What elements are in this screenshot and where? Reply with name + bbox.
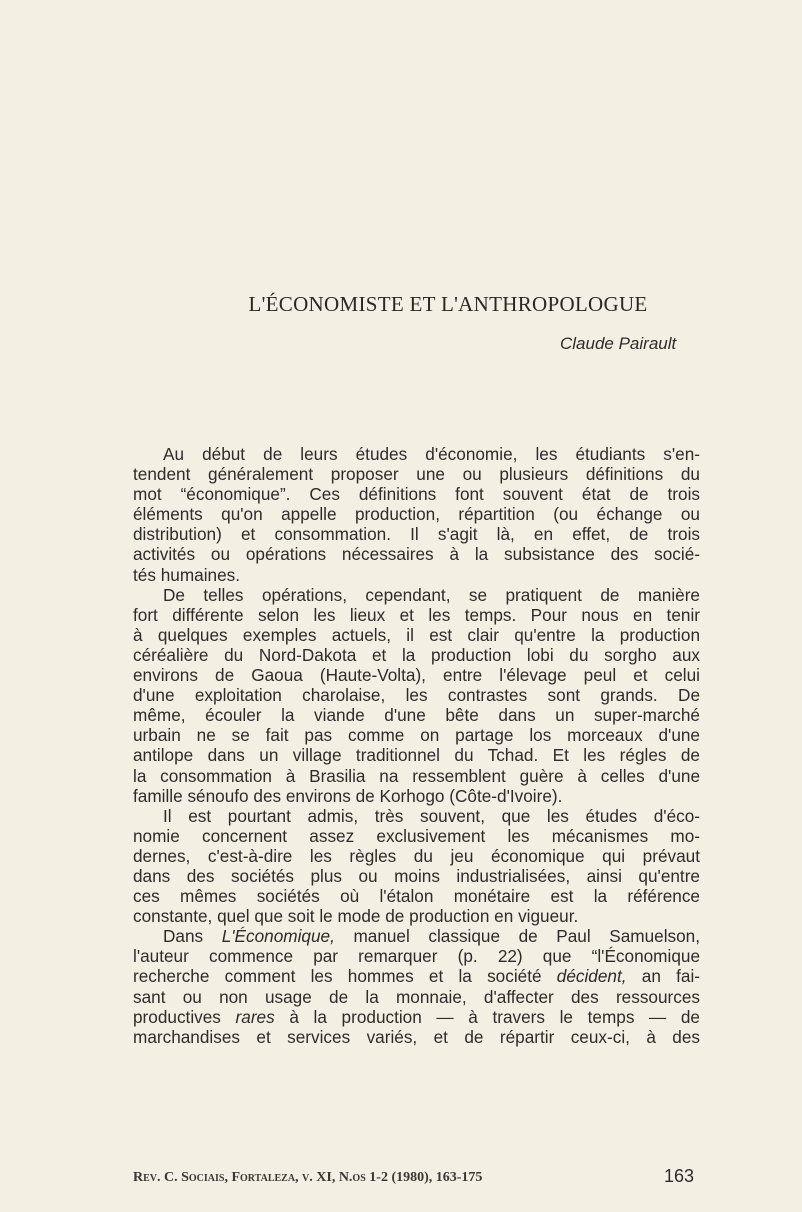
article-title: L'ÉCONOMISTE ET L'ANTHROPOLOGUE [248, 292, 648, 316]
italic-text: décident, [556, 966, 627, 987]
text-line [133, 524, 700, 544]
text-line [133, 987, 700, 1007]
text-segment: constante, quel que soit le mode de production en vigueur. [133, 906, 579, 927]
paragraph [133, 585, 700, 806]
text-segment: dernes, c'est-à-dire les règles du jeu économique qui prévaut [133, 845, 700, 866]
text-segment: à la production — à travers le temps — de [274, 1006, 700, 1027]
text-segment: fort différente selon les lieux et les temps. Pour nous en tenir [133, 604, 700, 625]
text-segment: famille sénoufo des environs de Korhogo (Côte-d'Ivoire). [133, 785, 563, 806]
text-segment: nomie concernent assez exclusivement les mécanismes mo- [133, 825, 700, 846]
text-line [133, 846, 700, 866]
article-body [133, 444, 700, 1047]
text-line [133, 504, 700, 524]
text-line [133, 685, 700, 705]
text-segment: Il est pourtant admis, très souvent, que les études d'éco- [163, 805, 700, 826]
text-line [133, 585, 700, 605]
text-line [133, 565, 700, 585]
page-number: 163 [664, 1166, 695, 1186]
text-line [133, 745, 700, 765]
text-line [133, 484, 700, 504]
text-segment: ces mêmes sociétés où l'étalon monétaire est la référence [133, 886, 700, 907]
text-segment: l'auteur commence par remarquer (p. 22) que “l'Économique [133, 946, 700, 967]
text-segment: tendent généralement proposer une ou plusieurs définitions du [133, 464, 700, 485]
text-line [133, 725, 700, 745]
text-line [133, 886, 700, 906]
text-segment: éléments qu'on appelle production, répartition (ou échange ou [133, 504, 700, 525]
text-line [133, 645, 700, 665]
text-line [133, 946, 700, 966]
paragraph [133, 444, 700, 585]
text-segment: à quelques exemples actuels, il est clair qu'entre la production [133, 624, 700, 645]
text-segment: dans des sociétés plus ou moins industrialisées, ainsi qu'entre [133, 865, 700, 886]
paragraph [133, 926, 700, 1047]
text-line [133, 826, 700, 846]
text-segment: mot “économique”. Ces définitions font souvent état de trois [133, 484, 700, 505]
text-line [133, 966, 700, 986]
text-line [133, 464, 700, 484]
text-line [133, 1027, 700, 1047]
text-segment: Dans [163, 926, 222, 947]
text-segment: céréalière du Nord-Dakota et la production lobi du sorgho aux [133, 644, 700, 665]
text-segment: même, écouler la viande d'une bête dans un super-marché [133, 705, 700, 726]
text-line [133, 544, 700, 564]
text-line [133, 605, 700, 625]
text-segment: Au début de leurs études d'économie, les étudiants s'en- [163, 444, 700, 464]
text-segment: urbain ne se fait pas comme on partage los morceaux d'une [133, 725, 700, 746]
text-line [133, 906, 700, 926]
text-line [133, 926, 700, 946]
text-line [133, 625, 700, 645]
text-line [133, 1007, 700, 1027]
italic-text: L'Économique, [221, 926, 335, 947]
text-segment: recherche comment les hommes et la société [133, 966, 557, 987]
text-segment: activités ou opérations nécessaires à la subsistance des socié- [133, 544, 700, 565]
text-segment: productives [133, 1006, 236, 1027]
text-line [133, 444, 700, 464]
text-segment: la consommation à Brasilia na ressemblent guère à celles d'une [133, 765, 700, 786]
text-line [133, 665, 700, 685]
text-line [133, 806, 700, 826]
text-segment: an fai- [626, 966, 700, 987]
text-line [133, 866, 700, 886]
text-line [133, 705, 700, 725]
text-segment: environs de Gaoua (Haute-Volta), entre l'élevage peul et celui [133, 665, 700, 686]
text-segment: marchandises et services variés, et de répartir ceux-ci, à des [133, 1026, 700, 1047]
text-segment: De telles opérations, cependant, se pratiquent de manière [163, 584, 700, 605]
italic-text: rares [235, 1006, 275, 1027]
journal-citation: Rev. C. Sociais, Fortaleza, v. XI, N.os 1-2 (1980), 163-175 [133, 1170, 483, 1185]
text-segment: antilope dans un village traditionnel du Tchad. Et les régles de [133, 745, 700, 766]
text-segment: d'une exploitation charolaise, les contrastes sont grands. De [133, 685, 700, 706]
text-segment: manuel classique de Paul Samuelson, [334, 926, 701, 947]
text-line [133, 786, 700, 806]
text-segment: tés humaines. [133, 564, 241, 585]
article-author: Claude Pairault [560, 334, 677, 353]
text-line [133, 766, 700, 786]
paragraph [133, 806, 700, 927]
text-segment: distribution) et consommation. Il s'agit là, en effet, de trois [133, 524, 700, 545]
text-segment: sant ou non usage de la monnaie, d'affecter des ressources [133, 986, 700, 1007]
